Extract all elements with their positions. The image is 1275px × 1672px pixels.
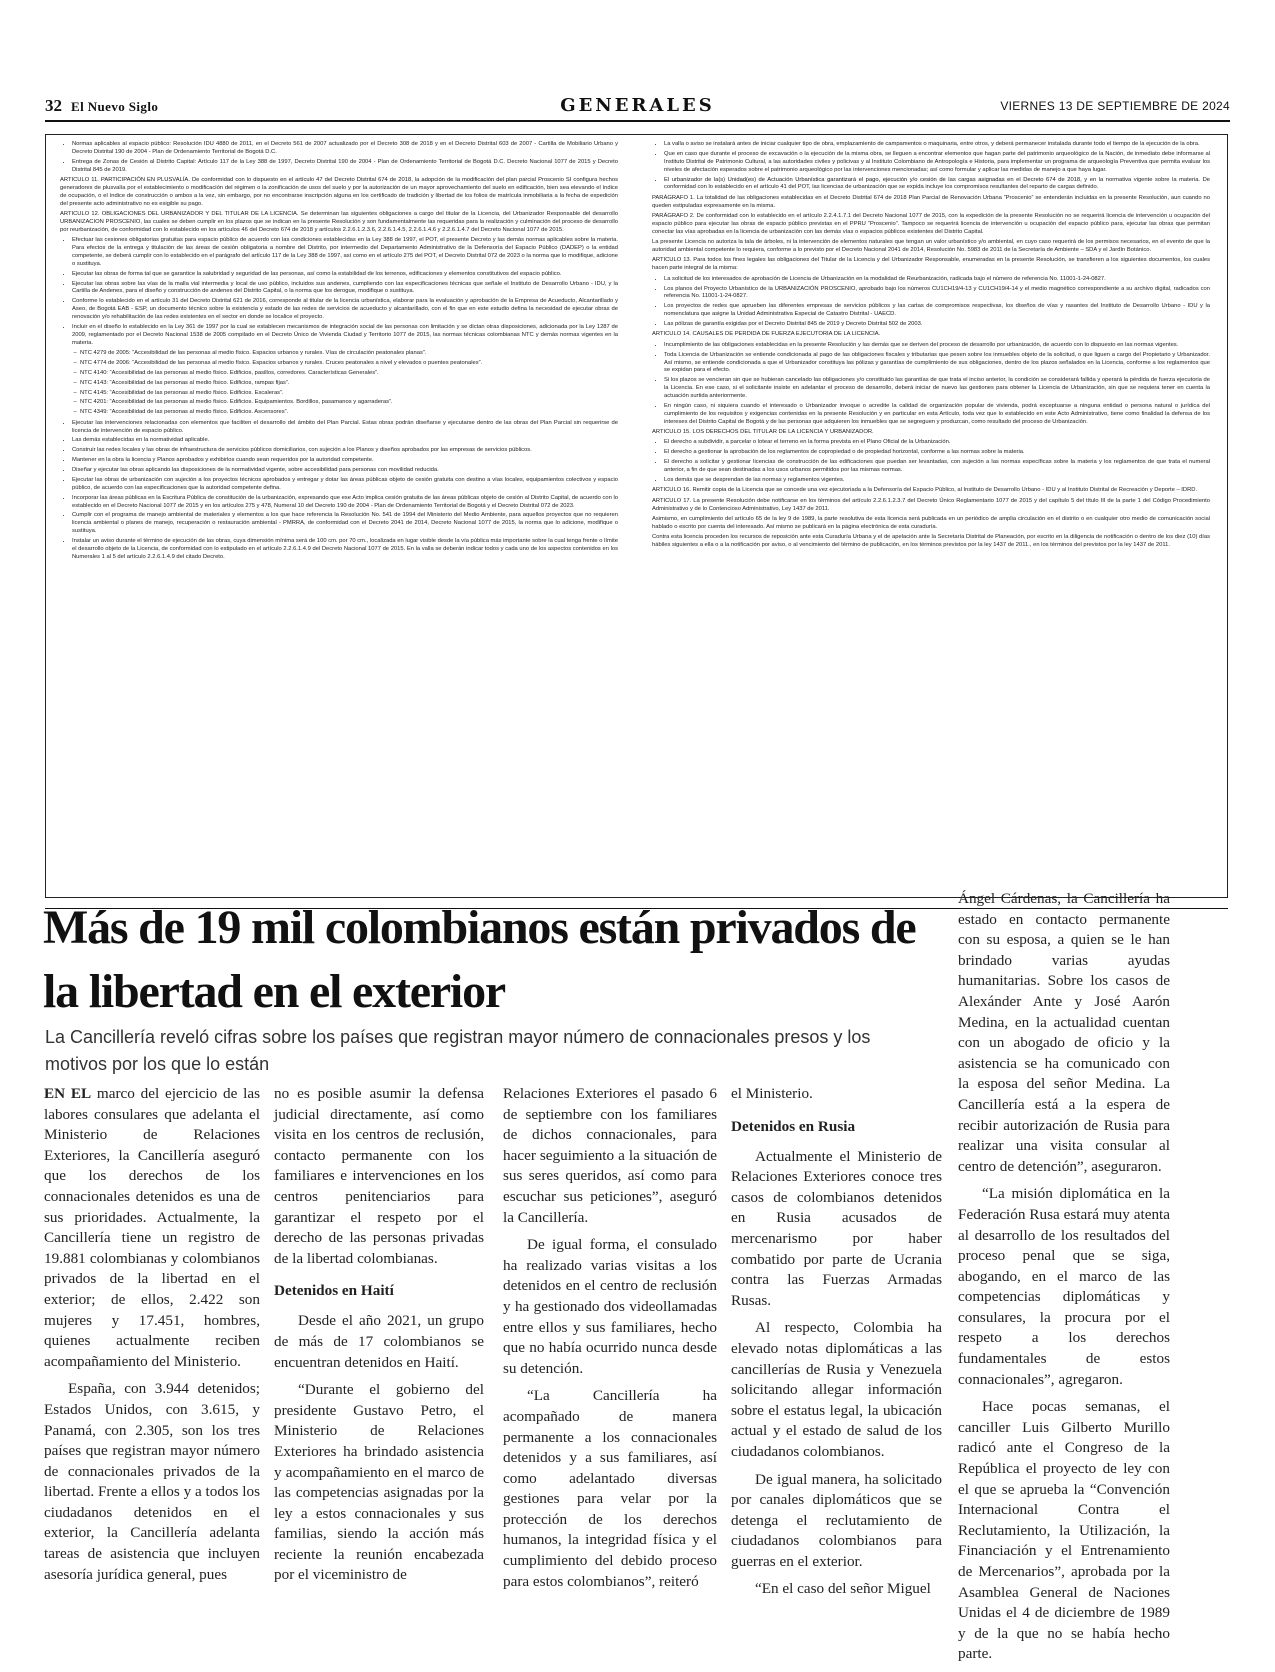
- legal-list: [652, 141, 1210, 192]
- legal-list-item: • Los demás que se desprendan de las normas y reglamentos vigentes.: [664, 477, 1210, 485]
- legal-list: [652, 342, 1210, 427]
- legal-paragraph: ARTICULO 16. Remitir copia de la Licencia que se concede una vez ejecutoriada a la Defensoría del Espacio Público, al Instituto de Desarrollo Urbano - IDU y al Instituto Distrital de Recreación y Deporte – IDRD.: [652, 487, 1198, 494]
- article-paragraph: EN EL marco del ejercicio de las labores consulares que adelanta el Ministerio de Relaciones Exteriores, la Cancillería aseguró que los derechos de los connacionales detenidos es una de sus prioridades. Actualmente, la Cancillería tiene un registro de 19.881 colombianas y colombianos privados de la libertad en el exterior; de ellos, 2.422 son mujeres y 17.451, hombres, quienes actualmente reciben acompañamiento del Ministerio.: [44, 1085, 261, 1370]
- legal-list-item: • En ningún caso, ni siquiera cuando el interesado o Urbanizador invoque o acredite la calidad de organización popular de vivienda, podrá exceptuarse a ninguna entidad o persona natural o jurídica del cumplimiento de los requisitos y exigencias contenidas en la presente Resolución y en particular en esta Artículo, toda vez que lo establecido en este Acto Administrativo, tiene como finalidad la defensa de los intereses del Distrito Capital de Bogotá y de las personas que adquieren los inmuebles que se segreguen y produzcan, como resultado del proceso de Urbanización.: [664, 403, 1210, 427]
- legal-paragraph: PARÁGRAFO 2. De conformidad con lo establecido en el artículo 2.2.4.1.7.1 del Decreto Nacional 1077 de 2015, con la expedición de la presente Resolución no se requerirá licencia de intervención u ocupación del espacio público para ejecutar las obras de espacio público previstas en el PPRU “Proscenio”. Tampoco se requerirá licencia de intervención u ocupación del espacio público para, ejecutar las obras que permitan conectar las vías aprobadas en la licencia de urbanización con las demás vías o espacios públicos existentes del Distrito Capital.: [652, 213, 1210, 235]
- legal-list-item: • Ejecutar las obras de urbanización con sujeción a los proyectos técnicos aprobados y entregar y dotar las áreas públicas objeto de cesión gratuita con destino a vías locales, equipamientos colectivos y espacio público, de acuerdo con las especificaciones que la autoridad competente defina.: [72, 477, 618, 493]
- article-paragraph: Ángel Cárdenas, la Cancillería ha estado en contacto permanente con su esposa, a quien se le han brindado varias ayudas humanitarias. Sobre los casos de Alexánder Ante y José Aarón Medina, en la actualidad cuentan con un abogado de oficio y la asistencia se ha comunicado con la esposa del señor Medina. La Cancillería está a la espera de recibir autorización de Rusia para realizar una visita consular al centro de detención”, aseguraron.: [958, 890, 1170, 1175]
- legal-paragraph: Contra esta licencia proceden los recursos de reposición ante esta Curaduría Urbana y el de apelación ante la Secretaría Distrital de Planeación, por escrito en la diligencia de notificación o dentro de los diez (10) días hábiles siguientes a ella o a la notificación por aviso, o al vencimiento del término de publicación, en los términos previstos por la ley 1437 de 2011., en los términos del previstos por la ley 1437 de 2011.: [652, 534, 1210, 548]
- legal-list-item: – NTC 4774 de 2006: “Accesibilidad de las personas al medio físico. Espacios urbanos y rurales. Cruces peatonales a nivel y elevados o puentes peatonales”.: [80, 360, 618, 368]
- article-column-4: [731, 1084, 942, 1607]
- article-paragraph: De igual forma, el consulado ha realizado varias visitas a los detenidos en el centro de reclusión y ha gestionado dos videollamadas entre ellos y sus familiares, hecho que no había ocurrido nunca desde su detención.: [503, 1236, 717, 1377]
- legal-list-item: • Los planos del Proyecto Urbanístico de la URBANIZACIÓN PROSCENIO, aprobado bajo los números CU1CH19/4-13 y CU1CH19/4-14 y el medio magnético correspondiente a su archivo digital, radicados con referencia No. 11001-1-24-0827.: [664, 286, 1210, 302]
- legal-list-item: • El derecho a gestionar la aprobación de los reglamentos de copropiedad o de propiedad horizontal, conforme a las normas sobre la materia.: [664, 449, 1210, 457]
- legal-list-item: • La valla o aviso se instalará antes de iniciar cualquier tipo de obra, emplazamiento de campamentos o maquinaria, entre otros, y deberá permanecer instalada durante todo el tiempo de la ejecución de la obra.: [664, 141, 1210, 149]
- legal-list-item: • Construir las redes locales y las obras de infraestructura de servicios públicos domiciliarios, con sujeción a los Planos y diseños aprobados por las empresas de servicios públicos.: [72, 447, 618, 455]
- masthead: [45, 96, 1230, 122]
- article-paragraph: “En el caso del señor Miguel: [755, 1580, 931, 1598]
- legal-paragraph: ARTICULO 17. La presente Resolución debe notificarse en los términos del artículo 2.2.6.1.2.3.7 del Decreto Único Reglamentario 1077 de 2015 y del capítulo 5 del título III de la parte 1 del Código Procedimiento Administrativo y de lo Contencioso Administrativo, Ley 1437 de 2011.: [652, 497, 1210, 512]
- legal-list-item: • Ejecutar las intervenciones relacionadas con elementos que faciliten el desarrollo del ámbito del Plan Parcial. Estas obras podrán diseñarse y ejecutarse dentro de las obras del Plan Parcial sin requerirse de licencia de intervención de espacio público.: [72, 420, 618, 436]
- article-column-1: [44, 1084, 260, 1592]
- article-paragraph: el Ministerio.: [731, 1085, 813, 1102]
- legal-list: [652, 439, 1210, 484]
- legal-list: [652, 276, 1210, 329]
- legal-sublist: [60, 350, 618, 417]
- legal-column-right: [652, 141, 1210, 893]
- article-paragraph: Al respecto, Colombia ha elevado notas diplomáticas a las cancillerías de Rusia y Venezuela solicitando allegar información sobre el estatus legal, la ubicación actual y el estado de salud de los ciudadanos colombianos.: [731, 1319, 942, 1460]
- legal-column-left: [60, 141, 618, 893]
- newspaper-name: El Nuevo Siglo: [71, 99, 159, 114]
- legal-list-item: • Mantener en la obra la licencia y Planos aprobados y exhibirlos cuando sean requeridos por la autoridad competente.: [72, 457, 618, 465]
- section-title: GENERALES: [560, 95, 715, 116]
- article-subhead: La Cancillería reveló cifras sobre los países que registran mayor número de connacionales presos y los motivos por los que lo están: [45, 1027, 871, 1074]
- legal-list-item: • Instalar un aviso durante el término de ejecución de las obras, cuya dimensión mínima será de 100 cm. por 70 cm., localizada en lugar visible desde la vía pública más importante sobre la cual tenga frente o límite el desarrollo objeto de la Licencia, de conformidad con lo estipulado en el artículo 2.2.6.1.4.9 del Decreto Nacional 1077 de 2015. En la valla se deberán indicar todos y cada uno de los aspectos contenidos en los Numerales 1 al 5 del artículo 2.2.6.1.4.9 del citado Decreto.: [72, 538, 618, 562]
- legal-paragraph: ARTICULO 12. OBLIGACIONES DEL URBANIZADOR Y DEL TITULAR DE LA LICENCIA. Se determinan las siguientes obligaciones a cargo del titular de la Licencia, del Urbanizador Responsable del desarrollo URBANIZACION PROSCENIO, las cuales se deben cumplir en los plazos que se indican en la presente Resolución y son fundamentalmente las requeridas para la realización y culminación del proceso de desarrollo por reurbanización, de conformidad con lo establecido en los artículos 46 del Decreto 674 de 2018 y artículos 2.2.6.1.2.3.6, 2.2.6.1.4.5, 2.2.6.1.4.6 y 2.2.6.1.4.7 del Decreto Nacional 1077 de 2015.: [60, 211, 618, 233]
- legal-list: [60, 237, 618, 347]
- article-paragraph: España, con 3.944 detenidos; Estados Unidos, con 3.615, y Panamá, con 2.305, son los tres países que registran mayor número de connacionales privados de la libertad. Frente a ellos y a todos los ciudadanos detenidos en el exterior, la Cancillería adelanta tareas de asistencia que incluyen asesoría jurídica general, pues: [44, 1380, 260, 1583]
- legal-paragraph: ARTICULO 11. PARTICIPACIÓN EN PLUSVALÍA. De conformidad con lo dispuesto en el artículo 47 del Decreto Distrital 674 de 2018, la adopción de la modificación del plan parcial Proscenio SI configura hechos generadores de plusvalía por el establecimiento o modificación del régimen o la zonificación de usos del suelo y por la autorización de un mayor aprovechamiento del suelo en edificación, bien sea elevando el índice de ocupación, o el índice de construcción o ambos a la vez, sin embargo, por no encontrarse inscripción alguna en los certificado de tradición y libertad de los folios de matrícula inmobiliaria a la fecha de expedición del presente acto administrativo no es exigible su pago.: [60, 177, 618, 207]
- legal-list-item: – NTC 4349: “Accesibilidad de las personas al medio físico. Edificios. Ascensores”.: [80, 409, 618, 417]
- legal-list-item: • Incorporar las áreas públicas en la Escritura Pública de constitución de la urbanización, expresando que ese Acto implica cesión gratuita de las áreas públicas objeto de cesión al Distrito Capital, de acuerdo con lo establecido en el Decreto Nacional 1077 de 2015 y en los artículos 275 y 478, Numeral 10 del Decreto 190 de 2004 - Plan de Ordenamiento Territorial de Bogotá y el Decreto Distrital 072 de 2023.: [72, 495, 618, 511]
- page-number: 32: [45, 96, 62, 115]
- legal-paragraph: La presente Licencia no autoriza la tala de árboles, ni la intervención de elementos naturales que tengan un valor urbanístico y/o ambiental, en cuyo caso requerirá de los permisos necesarios, en el evento de que la autoridad ambiental competente lo requiera, conforme a lo previsto por el Decreto Nacional 2041 de 2014, Resolución No. 5983 de 2011 de la Secretaría de Ambiente – SDA y el Jardín Botánico.: [652, 239, 1210, 253]
- legal-paragraph: ARTICULO 13. Para todos los fines legales las obligaciones del Titular de la Licencia y del Urbanizador Responsable, enumeradas en la presente Resolución, se transfieren a los siguientes documentos, los cuales hacen parte integral de la misma:: [652, 257, 1210, 272]
- legal-list-item: – NTC 4140: “Accesibilidad de las personas al medio físico. Edificios, pasillos, corredores. Características Generales”.: [80, 370, 618, 378]
- subheading-haiti: Detenidos en Haití: [274, 1282, 394, 1300]
- article-paragraph: no es posible asumir la defensa judicial directamente, así como visita en los centros de reclusión, contacto permanente con los familiares e intervenciones en los centros penitenciarios para garantizar el respeto por el derecho de las personas privadas de la libertad colombianas.: [274, 1085, 484, 1267]
- legal-list-item: • Cumplir con el programa de manejo ambiental de materiales y elementos a los que hace referencia la Resolución No. 541 de 1994 del Ministerio del Medio Ambiente, para aquellos proyectos que no requieren licencia ambiental o planes de manejo, recuperación o restauración ambiental - PMRRA, de conformidad con el Decreto 2041 de 2014, Decreto Nacional 1077 de 2015, la norma que lo adicione, modifique o sustituya.: [72, 512, 618, 536]
- legal-list-item: • Las demás establecidas en la normatividad aplicable.: [72, 437, 618, 445]
- legal-list-item: • Ejecutar las obras de forma tal que se garantice la salubridad y seguridad de las personas, así como la estabilidad de los terrenos, edificaciones y elementos constitutivos del espacio público.: [72, 271, 618, 279]
- legal-list-item: • Incumplimiento de las obligaciones establecidas en la presente Resolución y las demás que se deriven del proceso de desarrollo por urbanización, de acuerdo con lo dispuesto en las normas vigentes.: [664, 342, 1210, 350]
- legal-list-item: – NTC 4201: “Accesibilidad de las personas al medio físico. Edificios. Equipamientos. Bordillos, pasamanos y agarraderas”.: [80, 399, 618, 407]
- article-paragraph: “La misión diplomática en la Federación Rusa estará muy atenta al desarrollo de los resultados del proceso penal que se siga, abogando, en el marco de las competencias diplomáticas y consulares, la procura por el respeto a los derechos fundamentales de estos connacionales”, agregaron.: [958, 1185, 1170, 1388]
- article-column-3: [503, 1084, 717, 1599]
- article-paragraph: Actualmente el Ministerio de Relaciones Exteriores conoce tres casos de colombianos detenidos en Rusia acusados de mercenarismo por haber combatido por parte de Ucrania contra las Fuerzas Armadas Rusas.: [731, 1147, 942, 1309]
- legal-list-item: • Conforme lo establecido en el artículo 31 del Decreto Distrital 621 de 2016, corresponde al titular de la licencia urbanística, elaborar para la evaluación y aprobación de la Empresa de Acueducto, Alcantarillado y Aseo, de Bogotá EAB - ESP, un documento técnico sobre la existencia y estado de las redes de servicios de acueducto y alcantarillado, con el fin que en este estudio defina la necesidad de ejecutar obras de renovación y/o rehabilitación de las redes existentes en el sector en donde se localice el proyecto.: [72, 298, 618, 322]
- legal-list-item: • Las pólizas de garantía exigidas por el Decreto Distrital 845 de 2019 y Decreto Distrital 502 de 2003.: [664, 321, 1210, 329]
- legal-list-item: • Entrega de Zonas de Cesión al Distrito Capital: Artículo 117 de la Ley 388 de 1997, Decreto Distrital 190 de 2004 - Plan de Ordenamiento Territorial de Bogotá D.C. Decreto Nacional 1077 de 2015 y Decreto Distrital 845 de 2019.: [72, 159, 618, 175]
- legal-list-item: • Diseñar y ejecutar las obras aplicando las disposiciones de la normatividad vigente, sobre accesibilidad para personas con movilidad reducida.: [72, 467, 618, 475]
- article-paragraph: “Durante el gobierno del presidente Gustavo Petro, el Ministerio de Relaciones Exteriores ha brindado asistencia y acompañamiento en el marco de las competencias asignadas por la ley a estos connacionales y sus familias, siendo la acción más reciente la reunión encabezada por el viceministro de: [274, 1381, 484, 1584]
- legal-list-item: • Si los plazos se vencieran sin que se hubieran cancelado las obligaciones y/o constituido las garantías de que trata el inciso anterior, la condición se considerará fallida y operará la pérdida de fuerza ejecutoria de la Licencia. En ese caso, si el solicitante insiste en adelantar el proceso de desarrollo, deberá iniciar de nuevo las gestiones para obtener la Licencia de Urbanización, sin que se requiera tener en cuenta la actuación surtida anteriormente.: [664, 377, 1210, 401]
- legal-paragraph: PARÁGRAFO 1. La totalidad de las obligaciones establecidas en el Decreto Distrital 674 de 2018 Plan Parcial de Renovación Urbana “Proscenio” se entenderán incluidas en la presente Resolución, aun cuando no queden estipuladas expresamente en la misma.: [652, 194, 1210, 209]
- legal-list-item: • Los proyectos de redes que aprueben las diferentes empresas de servicios públicos y las cartas de compromisos respectivas, los diseños de vías y rasantes del Instituto de Desarrollo Urbano - IDU y la nomenclatura que asigne la Unidad Administrativa Especial de Catastro Distrital - UAECD.: [664, 303, 1210, 319]
- article-paragraph: Desde el año 2021, un grupo de más de 17 colombianos se encuentran detenidos en Haití.: [274, 1312, 484, 1371]
- legal-list-item: • La solicitud de los interesados de aprobación de Licencia de Urbanización en la modalidad de Reurbanización, radicada bajo el número de referencia No. 11001-1-24-0827.: [664, 276, 1210, 284]
- legal-list-item: • Que en caso que durante el proceso de excavación o la ejecución de la misma obra, se lleguen a encontrar elementos que hagan parte del patrimonio arqueológico de la Nación, de inmediato debe informarse al Instituto Distrital de Patrimonio Cultural, a las autoridades civiles y policivas y al Instituto Colombiano de Antropología e Historia, para implementar un programa de arqueología Preventiva que permita evaluar los niveles de afectación esperados sobre el patrimonio arqueológico por las intervenciones mencionadas; así como formular y aplicar las medidas de manejo a que haya lugar.: [664, 151, 1210, 175]
- article-paragraph: Hace pocas semanas, el canciller Luis Gilberto Murillo radicó ante el Congreso de la República el proyecto de ley con el que se aprueba la “Convención Internacional Contra el Reclutamiento, la Utilización, la Financiación y el Entrenamiento de Mercenarios”, aprobada por la Asamblea General de Naciones Unidas el 4 de diciembre de 1989 y de la que no se había hecho parte.: [958, 1398, 1170, 1663]
- legal-list-item: – NTC 4145: “Accesibilidad de las personas al medio físico. Edificios. Escaleras”.: [80, 390, 618, 398]
- legal-paragraph: ARTICULO 14. CAUSALES DE PERDIDA DE FUERZA EJECUTORIA DE LA LICENCIA.: [652, 331, 881, 338]
- legal-list-item: • Efectuar las cesiones obligatorias gratuitas para espacio público de acuerdo con las condiciones establecidas en la Ley 388 de 1997, el POT, el presente Decreto y las demás normas aplicables sobre la materia. Para efectos de la entrega y titulación de las áreas de cesión obligatoria a nombre del Distrito, por intermedio del Departamento Administrativo de la Defensoría del Espacio Público (DADEP) o la entidad competente, se deberá cumplir con lo establecido en el parágrafo del artículo 117 de la Ley 388 de 1997, así como en el artículo 275 del POT, el Decreto Distrital 072 de 2023 o la norma que lo modifique, adicione o sustituya.: [72, 237, 618, 269]
- article-column-2: [274, 1084, 484, 1593]
- article-paragraph: De igual manera, ha solicitado por canales diplomáticos que se detenga el reclutamiento de ciudadanos colombianos para guerras en el exterior.: [731, 1470, 942, 1570]
- legal-list-item: • Incluir en el diseño lo establecido en la Ley 361 de 1997 por la cual se establecen mecanismos de integración social de las personas con limitación y se dictan otras disposiciones, adicionada por la Ley 1287 de 2009, reglamentado por el Decreto Nacional 1538 de 2005 compilado en el Decreto Único de Vivienda Ciudad y Territorio 1077 de 2015, las normas técnicas colombianas NTC y demás normas vigentes en la materia.: [72, 324, 618, 348]
- legal-notice-box: [45, 134, 1228, 898]
- legal-list-item: – NTC 4143: “Accesibilidad de las personas al medio físico. Edificios, rampas fijas”.: [80, 380, 618, 388]
- article-column-5: [958, 889, 1170, 1672]
- legal-list: [60, 141, 618, 175]
- article-paragraph: “La Cancillería ha acompañado de manera permanente a los connacionales detenidos y a sus familiares, así como adelantado diversas gestiones para velar por la protección de los derechos humanos, la integridad física y el cumplimiento del debido proceso para estos colombianos”, reiteró: [503, 1387, 717, 1590]
- issue-date: VIERNES 13 DE SEPTIEMBRE DE 2024: [1000, 99, 1230, 113]
- legal-list-item: • El derecho a subdividir, a parcelar o lotear el terreno en la forma prevista en el Plano Oficial de la Urbanización.: [664, 439, 1210, 447]
- legal-list-item: • El derecho a solicitar y gestionar licencias de construcción de las edificaciones que puedan ser levantadas, con sujeción a las normas específicas sobre la materia y los reglamentos de que trata el numeral anterior, a fin de que sean destinadas a los usos urbanos permitidos por las mismas normas.: [664, 459, 1210, 475]
- article-headline: Más de 19 mil colombianos están privados de la libertad en el exterior: [43, 901, 916, 1018]
- legal-list-item: • Toda Licencia de Urbanización se entiende condicionada al pago de las obligaciones fiscales y tributarias que pesen sobre los inmuebles objeto de la solicitud, o que liguen a cargo del Propietario y Urbanizador. Así mismo, se entiende condicionada a que el Urbanizador constituya las pólizas y garantías de cumplimiento de sus obligaciones, dentro de los plazos señalados en la Licencia, conforme a los reglamentos que se expidan para el efecto.: [664, 352, 1210, 376]
- legal-list: [60, 420, 618, 562]
- article-paragraph: Relaciones Exteriores el pasado 6 de septiembre con los familiares de dichos connacionales, para hacer seguimiento a la situación de sus seres queridos, así como para escuchar sus peticiones”, aseguró la Cancillería.: [503, 1085, 717, 1226]
- legal-paragraph: ARTICULO 15. LOS DERECHOS DEL TITULAR DE LA LICENCIA Y URBANIZADOR.: [652, 429, 874, 435]
- subheading-rusia: Detenidos en Rusia: [731, 1117, 856, 1135]
- legal-list-item: – NTC 4279 de 2005: “Accesibilidad de las personas al medio físico. Espacios urbanos y rurales. Vías de circulación peatonales planas”.: [80, 350, 618, 358]
- legal-list-item: • Ejecutar las obras sobre las vías de la malla vial intermedia y local de uso público, incluidos sus andenes, cumpliendo con las especificaciones técnicas que señale el Instituto de Desarrollo Urbano - IDU, y la Cartilla de Andenes, para el diseño y construcción de andenes del Distrito Capital, o la norma que los derogue, modifique o sustituya.: [72, 281, 618, 297]
- lead-in: EN EL: [44, 1085, 92, 1102]
- legal-list-item: • El urbanizador de la(s) Unidad(es) de Actuación Urbanística garantizará el pago, ejecución y/o cesión de las cargas asignadas en el Decreto 674 de 2018, y en la normativa vigente sobre la materia. De conformidad con lo establecido en el artículo 41 del POT, las licencias de urbanización que se expida incluye los compromisos resultantes del reparto de cargas definido.: [664, 177, 1210, 193]
- legal-list-item: • Normas aplicables al espacio público: Resolución IDU 4880 de 2011, en el Decreto 561 de 2007 actualizado por el Decreto 308 de 2018 y en el Decreto Distrital 603 de 2007 - Cartilla de Mobiliario Urbano y Decreto Distrital 190 de 2004 - Plan de Ordenamiento Territorial de Bogotá D.C.: [72, 141, 618, 157]
- legal-paragraph: Asimismo, en cumplimiento del artículo 65 de la ley 9 de 1989, la parte resolutiva de esta licencia será publicada en un periódico de amplia circulación en el distrito o en cualquier otro medio de comunicación social hablado o escrito por cuenta del interesado. Así mismo se publicará en la página electrónica de esta curaduría.: [652, 515, 1210, 530]
